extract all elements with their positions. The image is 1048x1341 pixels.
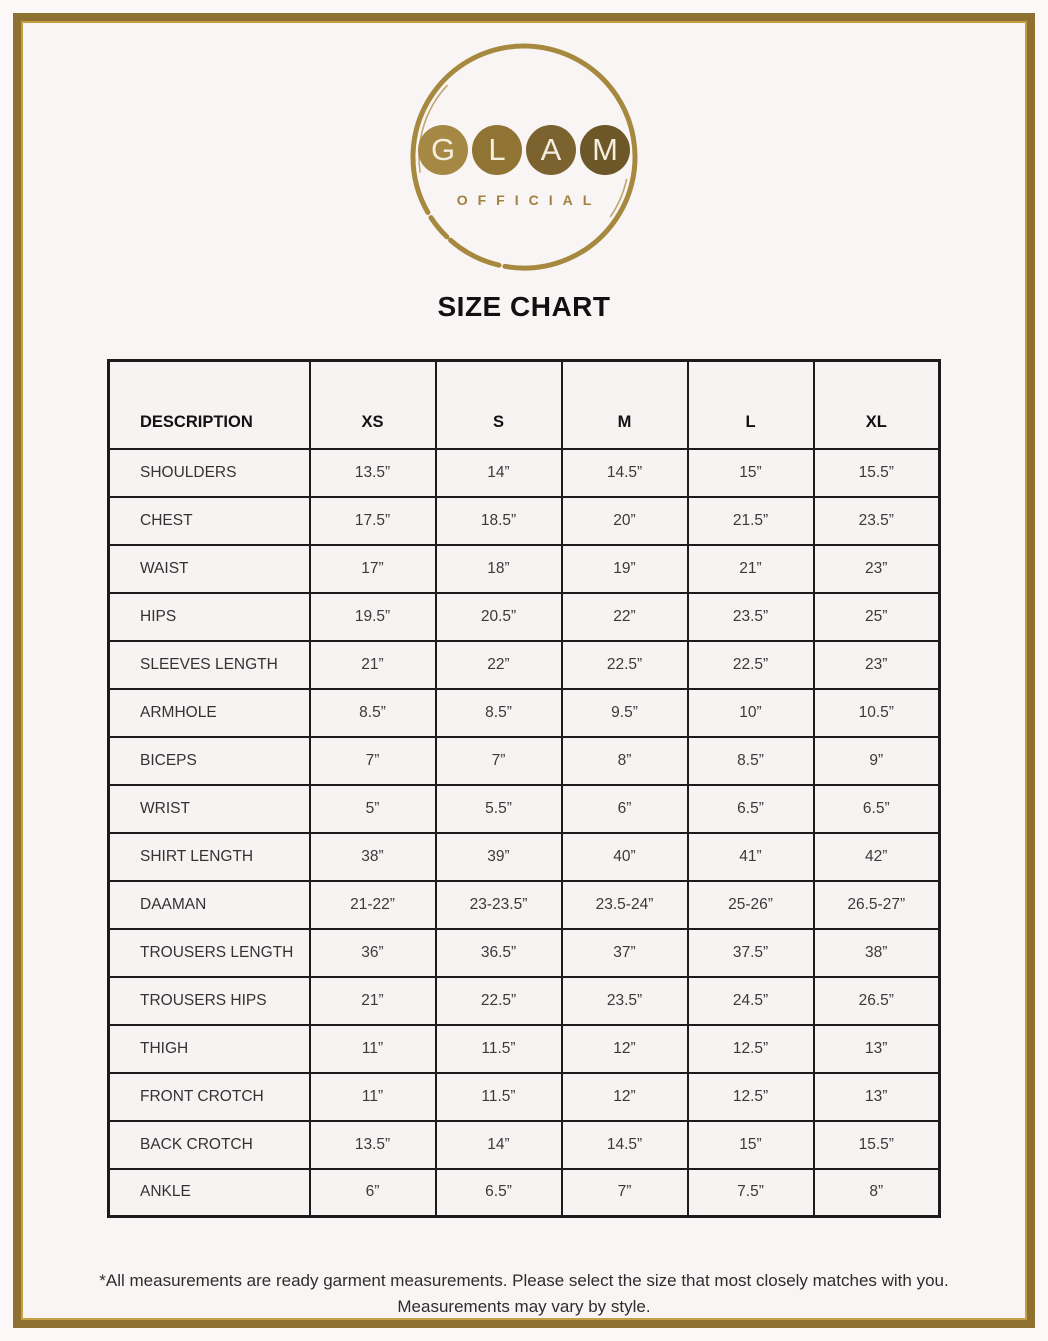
measurement-cell: 6.5” [436, 1169, 562, 1217]
measurement-cell: 15.5” [814, 449, 940, 497]
row-label: WRIST [109, 785, 310, 833]
measurement-cell: 23” [814, 641, 940, 689]
measurement-cell: 7” [562, 1169, 688, 1217]
measurement-cell: 23.5-24” [562, 881, 688, 929]
row-label: WAIST [109, 545, 310, 593]
measurement-cell: 38” [310, 833, 436, 881]
column-header-xs: XS [310, 361, 436, 449]
row-label: SLEEVES LENGTH [109, 641, 310, 689]
measurement-cell: 40” [562, 833, 688, 881]
measurement-cell: 21” [310, 977, 436, 1025]
row-label: FRONT CROTCH [109, 1073, 310, 1121]
measurement-cell: 15.5” [814, 1121, 940, 1169]
footnote [99, 1268, 948, 1321]
logo-letters [418, 125, 630, 175]
measurement-cell: 7.5” [688, 1169, 814, 1217]
measurement-cell: 15” [688, 1121, 814, 1169]
measurement-cell: 12.5” [688, 1025, 814, 1073]
measurement-cell: 25” [814, 593, 940, 641]
row-label: BICEPS [109, 737, 310, 785]
size-chart-table [107, 359, 941, 1218]
row-label: SHOULDERS [109, 449, 310, 497]
measurement-cell: 22” [436, 641, 562, 689]
measurement-cell: 7” [436, 737, 562, 785]
measurement-cell: 23.5” [688, 593, 814, 641]
measurement-cell: 7” [310, 737, 436, 785]
measurement-cell: 13.5” [310, 1121, 436, 1169]
measurement-cell: 15” [688, 449, 814, 497]
column-header-xl: XL [814, 361, 940, 449]
measurement-cell: 8” [814, 1169, 940, 1217]
measurement-cell: 39” [436, 833, 562, 881]
table-row [109, 785, 940, 833]
logo-letter-m: M [580, 125, 630, 175]
row-label: TROUSERS HIPS [109, 977, 310, 1025]
measurement-cell: 13” [814, 1025, 940, 1073]
table-row [109, 545, 940, 593]
measurement-cell: 38” [814, 929, 940, 977]
column-header-description: DESCRIPTION [109, 361, 310, 449]
measurement-cell: 23” [814, 545, 940, 593]
measurement-cell: 13.5” [310, 449, 436, 497]
measurement-cell: 6” [310, 1169, 436, 1217]
row-label: HIPS [109, 593, 310, 641]
measurement-cell: 21.5” [688, 497, 814, 545]
table-row [109, 881, 940, 929]
table-row [109, 1025, 940, 1073]
measurement-cell: 17” [310, 545, 436, 593]
table-row [109, 641, 940, 689]
row-label: SHIRT LENGTH [109, 833, 310, 881]
logo-letter-l: L [472, 125, 522, 175]
table-row [109, 1073, 940, 1121]
table-row [109, 737, 940, 785]
table-header-row [109, 361, 940, 449]
measurement-cell: 8.5” [310, 689, 436, 737]
logo-subtitle: OFFICIAL [456, 192, 602, 208]
measurement-cell: 22.5” [562, 641, 688, 689]
measurement-cell: 6.5” [688, 785, 814, 833]
measurement-cell: 12” [562, 1025, 688, 1073]
measurement-cell: 12” [562, 1073, 688, 1121]
measurement-cell: 14.5” [562, 449, 688, 497]
measurement-cell: 10” [688, 689, 814, 737]
table-row [109, 689, 940, 737]
measurement-cell: 18.5” [436, 497, 562, 545]
measurement-cell: 42” [814, 833, 940, 881]
measurement-cell: 11.5” [436, 1025, 562, 1073]
row-label: DAAMAN [109, 881, 310, 929]
measurement-cell: 19.5” [310, 593, 436, 641]
logo-letter-g: G [418, 125, 468, 175]
measurement-cell: 25-26” [688, 881, 814, 929]
row-label: BACK CROTCH [109, 1121, 310, 1169]
page-title: SIZE CHART [437, 291, 611, 322]
measurement-cell: 21” [310, 641, 436, 689]
table-row [109, 593, 940, 641]
measurement-cell: 11” [310, 1025, 436, 1073]
column-header-m: M [562, 361, 688, 449]
measurement-cell: 23.5” [814, 497, 940, 545]
measurement-cell: 37.5” [688, 929, 814, 977]
measurement-cell: 24.5” [688, 977, 814, 1025]
table-row [109, 929, 940, 977]
measurement-cell: 22.5” [688, 641, 814, 689]
measurement-cell: 21” [688, 545, 814, 593]
table-row [109, 977, 940, 1025]
row-label: ANKLE [109, 1169, 310, 1217]
measurement-cell: 11” [310, 1073, 436, 1121]
measurement-cell: 22.5” [436, 977, 562, 1025]
measurement-cell: 5” [310, 785, 436, 833]
measurement-cell: 9.5” [562, 689, 688, 737]
measurement-cell: 23-23.5” [436, 881, 562, 929]
measurement-cell: 37” [562, 929, 688, 977]
measurement-cell: 26.5” [814, 977, 940, 1025]
footnote-line-1: *All measurements are ready garment measurements. Please select the size that most closely matches with you. [99, 1271, 949, 1290]
measurement-cell: 8.5” [436, 689, 562, 737]
measurement-cell: 5.5” [436, 785, 562, 833]
measurement-cell: 8.5” [688, 737, 814, 785]
table-row [109, 833, 940, 881]
brand-logo [404, 37, 644, 277]
measurement-cell: 23.5” [562, 977, 688, 1025]
measurement-cell: 8” [562, 737, 688, 785]
table-row [109, 497, 940, 545]
table-row [109, 1121, 940, 1169]
footnote-line-2: Measurements may vary by style. [397, 1297, 651, 1317]
measurement-cell: 10.5” [814, 689, 940, 737]
measurement-cell: 13” [814, 1073, 940, 1121]
measurement-cell: 41” [688, 833, 814, 881]
table-row [109, 1169, 940, 1217]
measurement-cell: 12.5” [688, 1073, 814, 1121]
measurement-cell: 6.5” [814, 785, 940, 833]
measurement-cell: 17.5” [310, 497, 436, 545]
logo-letter-a: A [526, 125, 576, 175]
column-header-s: S [436, 361, 562, 449]
measurement-cell: 36” [310, 929, 436, 977]
row-label: TROUSERS LENGTH [109, 929, 310, 977]
measurement-cell: 14” [436, 449, 562, 497]
measurement-cell: 26.5-27” [814, 881, 940, 929]
measurement-cell: 11.5” [436, 1073, 562, 1121]
page-frame [13, 13, 1035, 1328]
measurement-cell: 20.5” [436, 593, 562, 641]
row-label: CHEST [109, 497, 310, 545]
measurement-cell: 14” [436, 1121, 562, 1169]
measurement-cell: 9” [814, 737, 940, 785]
column-header-l: L [688, 361, 814, 449]
row-label: THIGH [109, 1025, 310, 1073]
measurement-cell: 18” [436, 545, 562, 593]
row-label: ARMHOLE [109, 689, 310, 737]
measurement-cell: 36.5” [436, 929, 562, 977]
measurement-cell: 19” [562, 545, 688, 593]
measurement-cell: 22” [562, 593, 688, 641]
measurement-cell: 14.5” [562, 1121, 688, 1169]
measurement-cell: 6” [562, 785, 688, 833]
measurement-cell: 21-22” [310, 881, 436, 929]
table-row [109, 449, 940, 497]
measurement-cell: 20” [562, 497, 688, 545]
